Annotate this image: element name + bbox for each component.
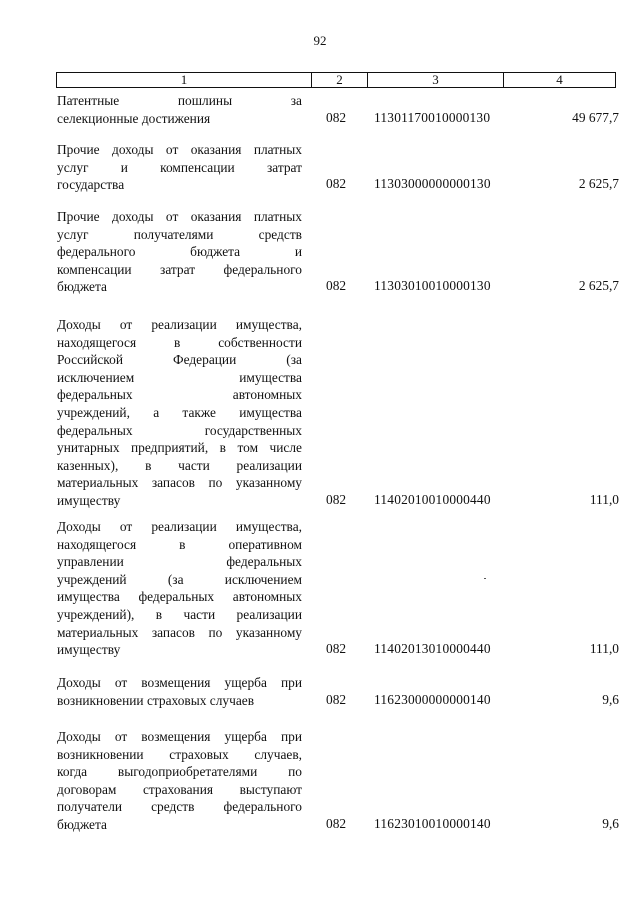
amount: 2 625,7 (578, 176, 619, 192)
description-line: федерального бюджета и (57, 244, 302, 260)
amount: 49 677,7 (572, 109, 619, 125)
header-col-3: 3 (368, 73, 504, 87)
description-line: материальных запасов по указанному (57, 475, 302, 491)
admin-code: 082 (326, 492, 347, 507)
description-line: селекционные достижения (57, 110, 211, 126)
description-line: федеральных государственных (57, 422, 302, 438)
description-line: унитарных предприятий, в том числе (57, 440, 302, 456)
amount: 2 625,7 (578, 278, 619, 294)
amount: 9,6 (602, 691, 619, 707)
description-line: имуществу (57, 492, 121, 508)
budget-classification-code: 11303010010000130 (374, 278, 491, 294)
header-col-4: 4 (556, 72, 563, 87)
description-line: управлении федеральных (57, 554, 302, 570)
description-line: казенных), в части реализации (57, 457, 302, 473)
description-line: Доходы от реализации имущества, (57, 519, 302, 534)
page-number: 92 (313, 33, 327, 48)
description-line: Прочие доходы от оказания платных (57, 209, 302, 224)
description-line: бюджета (57, 279, 107, 295)
description-line: учреждений), в части реализации (57, 606, 302, 622)
budget-classification-code: 11301170010000130 (374, 109, 491, 125)
description-line: Доходы от возмещения ущерба при (57, 675, 302, 690)
admin-code: 082 (326, 691, 347, 707)
description-line: Прочие доходы от оказания платных (57, 142, 302, 157)
revenue-description (57, 674, 302, 709)
admin-code: 082 (326, 109, 347, 125)
admin-code: 082 (326, 641, 347, 657)
scan-speck (484, 578, 486, 579)
description-line: договорам страхования выступают (57, 781, 302, 797)
description-line: возникновении страховых случаев (57, 692, 255, 708)
description-line: учреждений, а также имущества (57, 404, 302, 420)
revenue-description (57, 316, 302, 510)
description-line: учреждений (за исключением (57, 571, 302, 587)
amount: 9,6 (602, 816, 619, 831)
description-line: Доходы от реализации имущества, (57, 317, 302, 332)
admin-code: 082 (326, 816, 347, 831)
revenue-description (57, 518, 302, 659)
amount: 111,0 (589, 492, 619, 507)
budget-classification-code: 11402013010000440 (374, 641, 491, 657)
budget-classification-code: 11623000000000140 (374, 691, 491, 707)
header-col-1: 1 (57, 73, 312, 87)
description-line: материальных запасов по указанному (57, 624, 302, 640)
description-line: получатели средств федерального (57, 799, 302, 815)
budget-classification-code: 11402010010000440 (374, 492, 491, 507)
description-line: федеральных автономных (57, 387, 302, 403)
admin-code: 082 (326, 176, 347, 192)
table-header (56, 72, 616, 88)
description-line: когда выгодоприобретателями по (57, 764, 302, 780)
description-line: государства (57, 177, 125, 193)
description-line: компенсации затрат федерального (57, 261, 302, 277)
revenue-description (57, 728, 302, 834)
description-line: исключением имущества (57, 369, 302, 385)
budget-classification-code: 11623010010000140 (374, 816, 491, 831)
description-line: возникновении страховых случаев, (57, 746, 302, 762)
description-line: Патентные пошлины за (57, 93, 302, 108)
budget-classification-code: 11303000000000130 (374, 176, 491, 192)
description-line: Доходы от возмещения ущерба при (57, 729, 302, 744)
amount: 111,0 (589, 641, 619, 657)
revenue-description (57, 141, 302, 194)
description-line: услуг получателями средств (57, 226, 302, 242)
header-col-2: 2 (312, 73, 368, 87)
revenue-description (57, 92, 302, 127)
description-line: Российской Федерации (за (57, 352, 302, 368)
description-line: услуг и компенсации затрат (57, 159, 302, 175)
revenue-description (57, 208, 302, 296)
description-line: имущества федеральных автономных (57, 589, 302, 605)
admin-code: 082 (326, 278, 347, 294)
description-line: бюджета (57, 816, 107, 832)
description-line: имуществу (57, 642, 121, 658)
description-line: находящегося в оперативном (57, 536, 302, 552)
description-line: находящегося в собственности (57, 334, 302, 350)
